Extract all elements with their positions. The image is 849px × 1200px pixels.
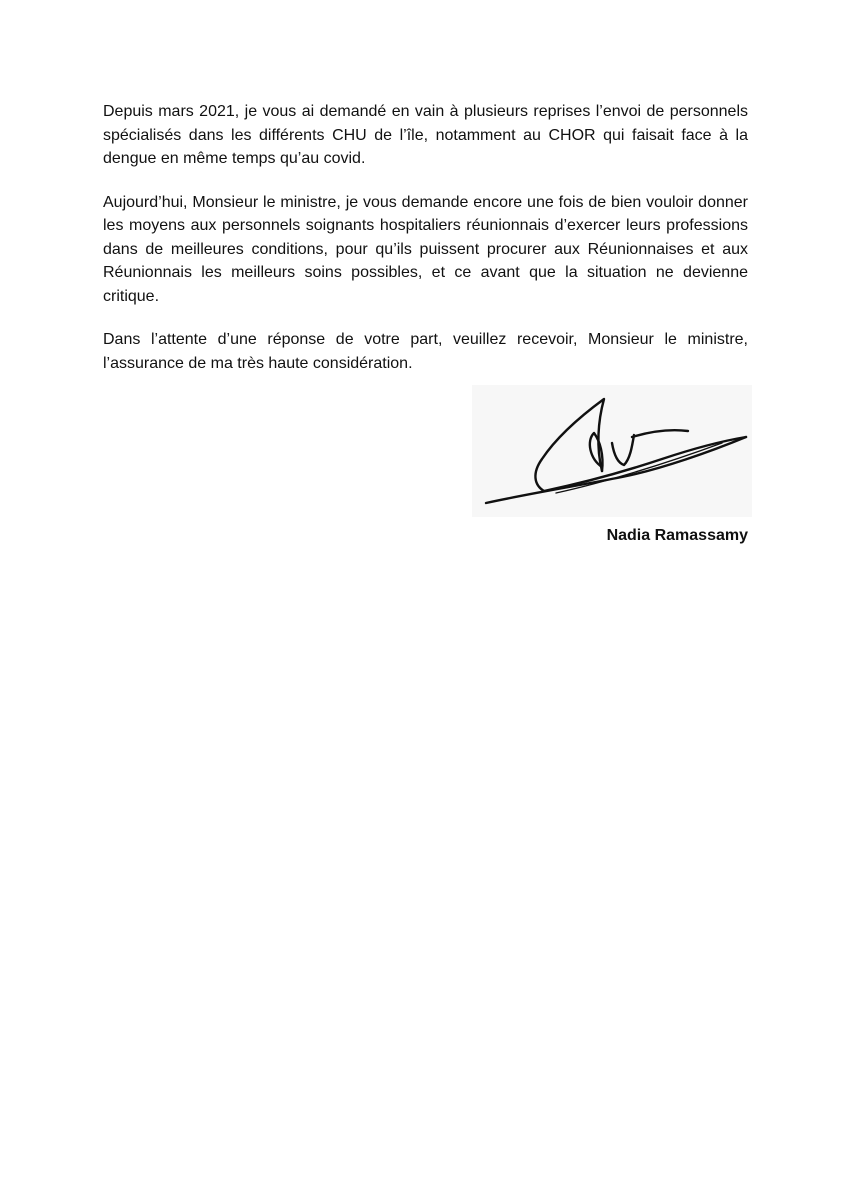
paragraph-3: Dans l’attente d’une réponse de votre part, veuillez recevoir, Monsieur le ministre, l’assurance de ma très haute considération. [103,331,748,372]
paragraph-1: Depuis mars 2021, je vous ai demandé en vain à plusieurs reprises l’envoi de personnels spécialisés dans les différents CHU de l’île, notamment au CHOR qui faisait face à la dengue en même temps qu’au covid. [103,103,748,167]
letter-body [103,100,748,395]
handwritten-signature [472,385,752,517]
paragraph-2: Aujourd’hui, Monsieur le ministre, je vous demande encore une fois de bien vouloir donner les moyens aux personnels soignants hospitaliers réunionnais d’exercer leurs professions dans de meilleures conditions, pour qu’ils puissent procurer aux Réunionnaises et aux Réunionnais les meilleurs soins possibles, et ce avant que la situation ne devienne critique. [103,193,748,305]
signer-name: Nadia Ramassamy [606,527,748,544]
